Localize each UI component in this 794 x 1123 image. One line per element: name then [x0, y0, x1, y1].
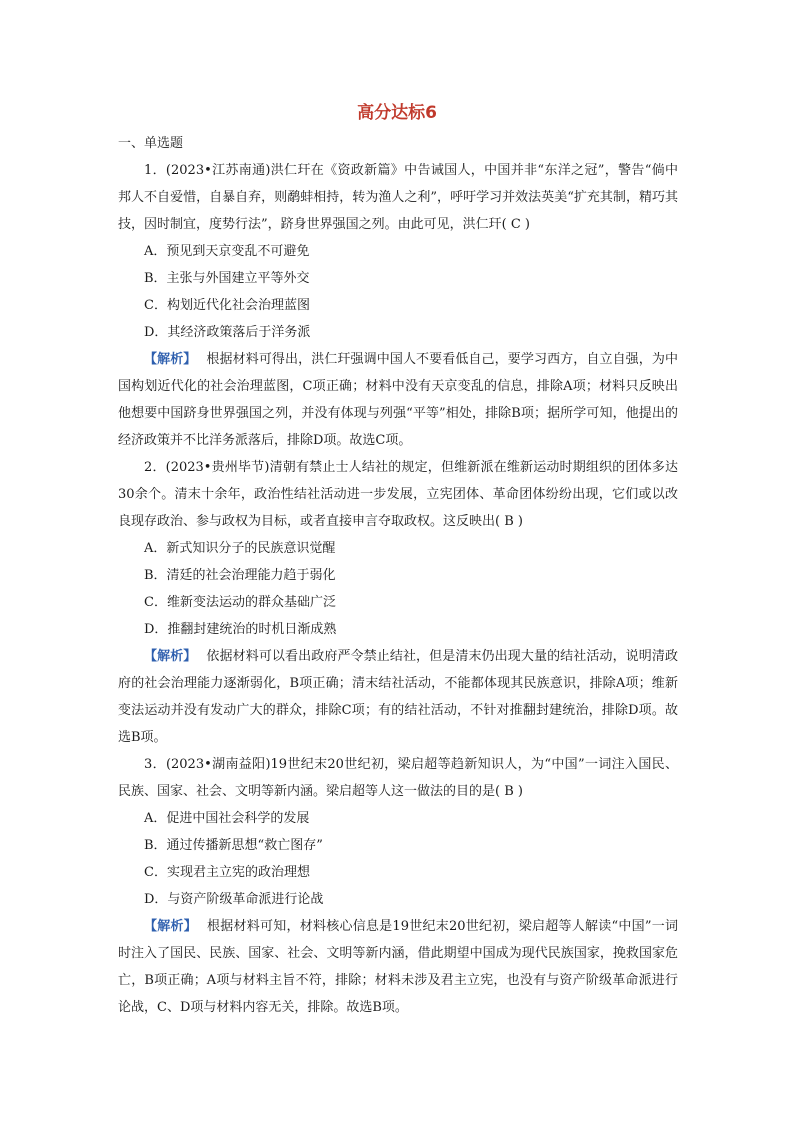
analysis-paragraph [118, 643, 678, 751]
question-2 [118, 454, 678, 751]
option-a: A．促进中国社会科学的发展 [144, 811, 310, 826]
analysis-paragraph [118, 346, 678, 454]
option-d: D．推翻封建统治的时机日渐成熟 [144, 622, 337, 637]
question-stem: 1．(2023•江苏南通)洪仁玕在《资政新篇》中告诫国人，中国并非“东洋之冠”，警告“倘中邦人不自爱惜，自暴自弃，则鹬蚌相持，转为渔人之利”，呼吁学习并效法英美“扩充其制，精巧其技，因时制宜，度势行法”，跻身世界强国之列。由此可见，洪仁玕( C ) [118, 163, 678, 232]
analysis-tag: 【解析】 [144, 919, 197, 934]
option-b: B．主张与外国建立平等外交 [144, 271, 310, 286]
option-b: B．通过传播新思想“救亡图存” [144, 838, 323, 853]
document-body [118, 130, 678, 1021]
option-c: C．维新变法运动的群众基础广泛 [144, 595, 336, 610]
question-stem: 2．(2023•贵州毕节)清朝有禁止士人结社的规定，但维新派在维新运动时期组织的团体多达30余个。清末十余年，政治性结社活动进一步发展，立宪团体、革命团体纷纷出现，它们或以改良现存政治、参与政权为目标，或者直接申言夺取政权。这反映出( B ) [118, 460, 678, 529]
option-a: A．预见到天京变乱不可避免 [144, 244, 310, 259]
analysis-text: 依据材料可以看出政府严令禁止结社，但是清末仍出现大量的结社活动，说明清政府的社会治理能力逐渐弱化，B项正确；清末结社活动，不能都体现其民族意识，排除A项；维新变法运动并没有发动广大的群众，排除C项；有的结社活动，不针对推翻封建统治，排除D项。故选B项。 [118, 649, 678, 745]
question-stem: 3．(2023•湖南益阳)19世纪末20世纪初，梁启超等趋新知识人，为“中国”一词注入国民、民族、国家、社会、文明等新内涵。梁启超等人这一做法的目的是( B ) [118, 757, 678, 799]
analysis-paragraph [118, 913, 678, 1021]
option-c: C．构划近代化社会治理蓝图 [144, 298, 310, 313]
question-1 [118, 157, 678, 454]
option-c: C．实现君主立宪的政治理想 [144, 865, 310, 880]
analysis-text: 根据材料可得出，洪仁玕强调中国人不要看低自己，要学习西方，自立自强，为中国构划近代化的社会治理蓝图，C项正确；材料中没有天京变乱的信息，排除A项；材料只反映出他想要中国跻身世界强国之列，并没有体现与列强“平等”相处，排除B项；据所学可知，他提出的经济政策并不比洋务派落后，排除D项。故选C项。 [118, 352, 678, 448]
option-d: D．其经济政策落后于洋务派 [144, 325, 311, 340]
option-a: A．新式知识分子的民族意识觉醒 [144, 541, 336, 556]
option-d: D．与资产阶级革命派进行论战 [144, 892, 324, 907]
option-b: B．清廷的社会治理能力趋于弱化 [144, 568, 336, 583]
analysis-text: 根据材料可知，材料核心信息是19世纪末20世纪初，梁启超等人解读“中国”一词时注入了国民、民族、国家、社会、文明等新内涵，借此期望中国成为现代民族国家，挽救国家危亡，B项正确；A项与材料主旨不符，排除；材料未涉及君主立宪，也没有与资产阶级革命派进行论战，C、D项与材料内容无关，排除。故选B项。 [118, 919, 678, 1015]
page-title: 高分达标6 [357, 103, 437, 123]
analysis-tag: 【解析】 [144, 649, 197, 664]
analysis-tag: 【解析】 [144, 352, 197, 367]
question-3 [118, 751, 678, 1021]
section-heading: 一、单选题 [118, 136, 184, 151]
